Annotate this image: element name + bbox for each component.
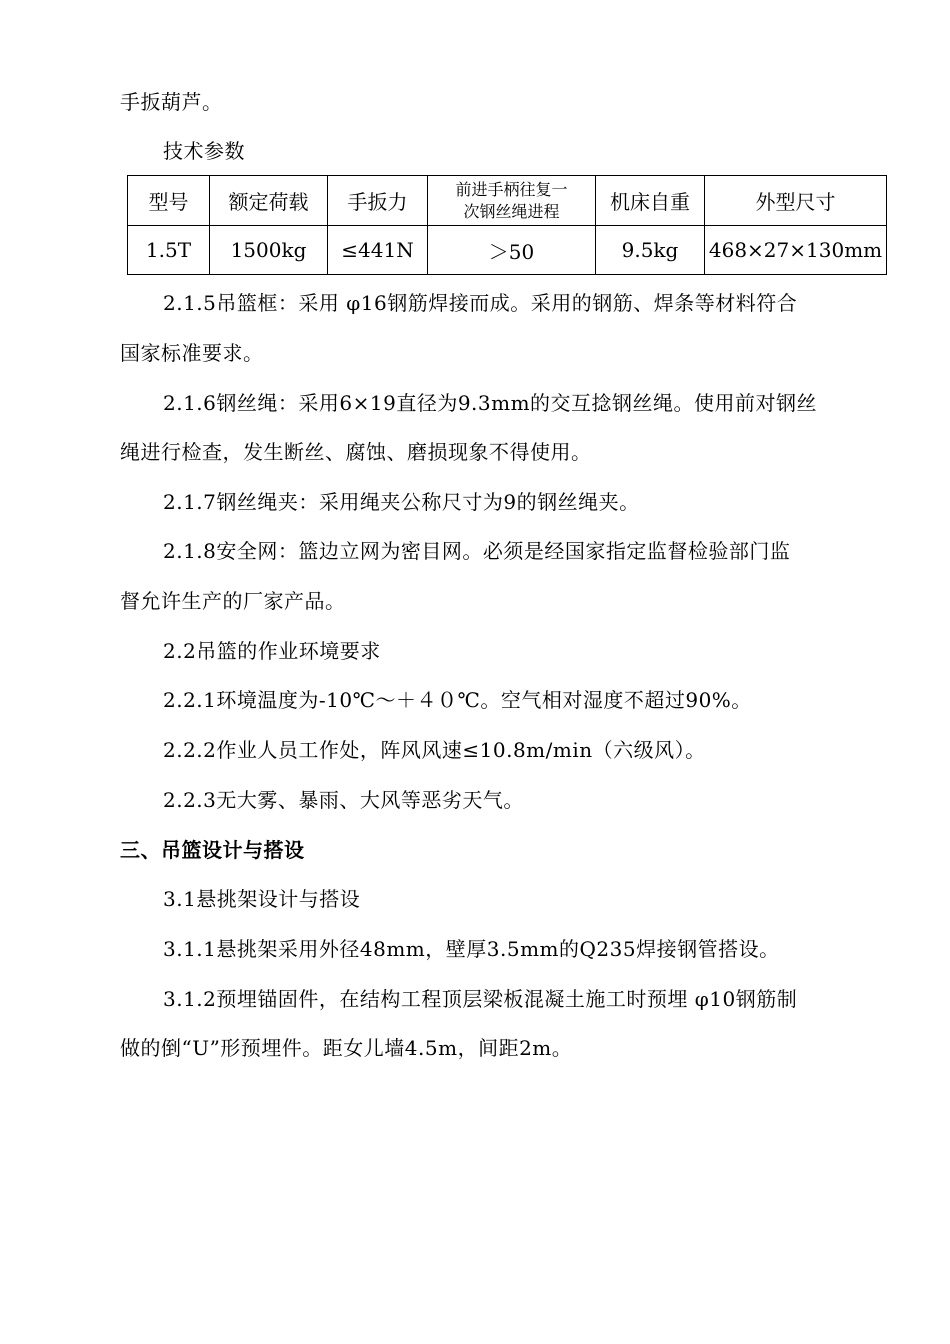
- table-header-cell: 机床自重: [596, 176, 705, 226]
- paragraph-text: 2.1.8安全网：篮边立网为密目网。必须是经国家指定监督检验部门监: [163, 539, 791, 563]
- table-cell: 9.5kg: [596, 226, 705, 275]
- table-header-cell: [428, 176, 596, 226]
- header-line: 次钢丝绳进程: [463, 201, 560, 221]
- paragraph-text: 2.2.1环境温度为-10℃～＋４０℃。空气相对湿度不超过90%。: [163, 688, 752, 712]
- section-subheading: 2.2吊篮的作业环境要求: [163, 639, 381, 663]
- table-cell: 1500kg: [210, 226, 328, 275]
- table-header-cell: 手扳力: [328, 176, 428, 226]
- section-subheading: 3.1悬挑架设计与搭设: [163, 887, 361, 911]
- tech-params-table: [127, 175, 887, 275]
- table-row: [128, 226, 887, 275]
- table-header-cell: 额定荷载: [210, 176, 328, 226]
- table-header-cell: 型号: [128, 176, 210, 226]
- table-cell: ≤441N: [328, 226, 428, 275]
- paragraph-text: 3.1.2预埋锚固件，在结构工程顶层梁板混凝土施工时预埋 φ10钢筋制: [163, 987, 798, 1011]
- paragraph-text: 2.1.6钢丝绳：采用6×19直径为9.3mm的交互捻钢丝绳。使用前对钢丝: [163, 391, 818, 415]
- paragraph-text: 3.1.1悬挑架采用外径48mm，壁厚3.5mm的Q235焊接钢管搭设。: [163, 937, 780, 961]
- table-header-cell: 外型尺寸: [705, 176, 887, 226]
- table-header-row: [128, 176, 887, 226]
- paragraph-text: 督允许生产的厂家产品。: [120, 589, 346, 613]
- paragraph-text: 2.2.2作业人员工作处，阵风风速≤10.8m/min（六级风）。: [163, 738, 706, 762]
- paragraph-text: 2.2.3无大雾、暴雨、大风等恶劣天气。: [163, 788, 524, 812]
- paragraph-text: 2.1.7钢丝绳夹：采用绳夹公称尺寸为9的钢丝绳夹。: [163, 490, 640, 514]
- table-cell: 1.5T: [128, 226, 210, 275]
- header-line: 前进手柄往复一: [455, 179, 568, 199]
- section-heading: 三、吊篮设计与搭设: [120, 838, 305, 862]
- table-cell: 468×27×130mm: [705, 226, 887, 275]
- table-cell: ＞50: [428, 226, 596, 275]
- paragraph-text: 做的倒“U”形预埋件。距女儿墙4.5m，间距2m。: [120, 1036, 573, 1060]
- paragraph-text: 2.1.5吊篮框：采用 φ16钢筋焊接而成。采用的钢筋、焊条等材料符合: [163, 291, 798, 315]
- paragraph-text: 手扳葫芦。: [120, 90, 223, 114]
- paragraph-text: 技术参数: [163, 139, 245, 163]
- paragraph-text: 绳进行检查，发生断丝、腐蚀、磨损现象不得使用。: [120, 440, 592, 464]
- paragraph-text: 国家标准要求。: [120, 341, 264, 365]
